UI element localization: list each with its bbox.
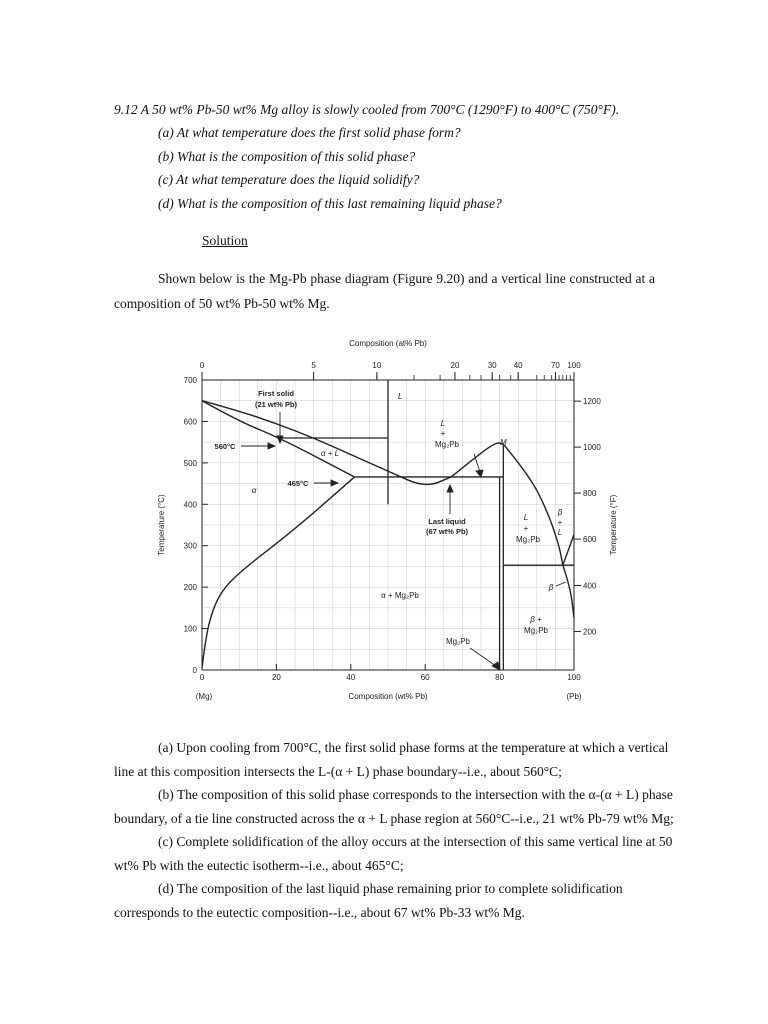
x-tick-label: 80 xyxy=(495,673,505,682)
right-tick-label: 400 xyxy=(583,581,597,591)
y-tick-label: 100 xyxy=(183,624,197,634)
region-label-beta-mg2pb-1: β + xyxy=(530,615,542,624)
top-tick-label: 0 xyxy=(199,361,205,370)
arrow-mg2pb xyxy=(470,648,496,666)
right-tick-label: 1000 xyxy=(583,443,601,453)
region-label-L-mg2pb-2: + xyxy=(440,429,446,438)
arrow-beta xyxy=(556,582,566,586)
phase-boundary-line xyxy=(503,444,563,565)
right-tick-label: 600 xyxy=(583,535,597,545)
x-tick-label: 100 xyxy=(567,673,581,682)
annotation-465c: 465°C xyxy=(287,479,309,488)
y-tick-label: 200 xyxy=(183,583,197,593)
y-tick-label: 0 xyxy=(192,666,197,675)
top-tick-label: 40 xyxy=(513,361,523,370)
annotation-560c: 560°C xyxy=(214,442,236,451)
annotation-last-liquid-1: Last liquid xyxy=(428,517,466,526)
x-tick-label: 0 xyxy=(199,673,205,682)
arrowhead-mg2pb xyxy=(492,662,500,670)
phase-boundary-line xyxy=(563,535,574,566)
top-axis-label: Composition (at% Pb) xyxy=(349,339,427,348)
region-label-beta: β xyxy=(548,583,554,592)
y-tick-label: 400 xyxy=(183,500,197,510)
y-axis-label: Temperature (°C) xyxy=(157,494,166,556)
y-tick-label: 600 xyxy=(183,417,197,427)
right-tick-label: 800 xyxy=(583,489,597,499)
region-label-L: L xyxy=(398,392,403,401)
region-label-beta-L-3: L xyxy=(557,528,563,537)
right-axis-label: Temperature (°F) xyxy=(609,494,618,556)
x-axis-label: Composition (wt% Pb) xyxy=(348,692,428,701)
problem-statement: 9.12 A 50 wt% Pb-50 wt% Mg alloy is slowly cooled from 700°C (1290°F) to 400°C (750°F). xyxy=(114,102,620,117)
region-label-L-mg2pb-right-3: Mg₂Pb xyxy=(515,535,541,544)
solution-intro-line1: Shown below is the Mg-Pb phase diagram (Figure 9.20) and a vertical line constructed at a xyxy=(158,271,655,286)
maximum-label-M: M xyxy=(500,438,507,447)
annotation-first-solid-2: (21 wt% Pb) xyxy=(254,400,298,409)
question-a: (a) At what temperature does the first solid phase form? xyxy=(158,125,461,140)
top-tick-label: 70 xyxy=(550,361,560,370)
question-b: (b) What is the composition of this solid phase? xyxy=(158,149,416,164)
right-tick-label: 1200 xyxy=(583,397,601,407)
y-tick-label: 300 xyxy=(183,541,197,551)
top-tick-label: 100 xyxy=(567,361,581,370)
top-tick-label: 30 xyxy=(487,361,497,370)
region-label-L-mg2pb-3: Mg₂Pb xyxy=(434,440,460,449)
region-label-beta-mg2pb-2: Mg₂Pb xyxy=(523,626,549,635)
annotation-first-solid-1: First solid xyxy=(258,389,294,398)
solution-intro-line2: composition of 50 wt% Pb-50 wt% Mg. xyxy=(114,296,330,311)
answer-b-line1: (b) The composition of this solid phase corresponds to the intersection with the α-(α + L) phase xyxy=(158,787,673,802)
compound-label-mg2pb: Mg₂Pb xyxy=(445,637,471,646)
question-d: (d) What is the composition of this last remaining liquid phase? xyxy=(158,196,502,211)
x-end-right: (Pb) xyxy=(566,692,582,701)
region-label-L-mg2pb-1: L xyxy=(440,419,446,428)
solution-heading: Solution xyxy=(202,233,248,248)
answer-a-line2: line at this composition intersects the L-(α + L) phase boundary--i.e., about 560°C; xyxy=(114,764,562,779)
phase-boundary-line xyxy=(563,565,574,618)
region-label-beta-L-1: β xyxy=(557,508,563,517)
region-label-alpha-L: α + L xyxy=(320,449,340,458)
question-c: (c) At what temperature does the liquid solidify? xyxy=(158,172,420,187)
y-tick-label: 700 xyxy=(183,376,197,385)
right-tick-label: 200 xyxy=(583,627,597,637)
top-tick-label: 10 xyxy=(372,361,382,370)
x-tick-label: 40 xyxy=(346,673,356,682)
arrowhead-465c xyxy=(331,480,338,486)
phase-boundary-line xyxy=(202,477,355,668)
region-label-alpha: α xyxy=(251,486,257,495)
arrowhead-L-mg2pb xyxy=(476,470,483,477)
mg-pb-phase-diagram xyxy=(118,332,622,708)
answer-d-line2: corresponds to the eutectic composition--i.e., about 67 wt% Pb-33 wt% Mg. xyxy=(114,905,525,920)
answer-b-line2: boundary, of a tie line constructed across the α + L phase region at 560°C--i.e., 21 wt% Pb-79 wt% Mg; xyxy=(114,811,674,826)
annotation-last-liquid-2: (67 wt% Pb) xyxy=(425,527,469,536)
x-tick-label: 20 xyxy=(271,673,281,682)
answer-c-line2: wt% Pb with the eutectic isotherm--i.e., about 465°C; xyxy=(114,858,404,873)
region-label-alpha-mg2pb: α + Mg₂Pb xyxy=(381,591,419,600)
answer-d-line1: (d) The composition of the last liquid phase remaining prior to complete solidification xyxy=(158,881,623,896)
answer-c-line1: (c) Complete solidification of the alloy occurs at the intersection of this same vertical line at 50 xyxy=(158,834,673,849)
region-label-L-mg2pb-right-1: L xyxy=(523,513,529,522)
arrowhead-560c xyxy=(268,443,275,449)
top-tick-label: 5 xyxy=(311,361,316,370)
answer-a-line1: (a) Upon cooling from 700°C, the first solid phase forms at the temperature at which a vertical xyxy=(158,740,669,755)
top-tick-label: 20 xyxy=(450,361,460,370)
x-end-left: (Mg) xyxy=(195,692,213,701)
arrowhead-last-liquid xyxy=(447,485,453,492)
region-label-beta-L-2: + xyxy=(557,518,563,527)
region-label-L-mg2pb-right-2: + xyxy=(523,524,529,533)
x-tick-label: 60 xyxy=(420,673,430,682)
y-tick-label: 500 xyxy=(183,458,197,468)
